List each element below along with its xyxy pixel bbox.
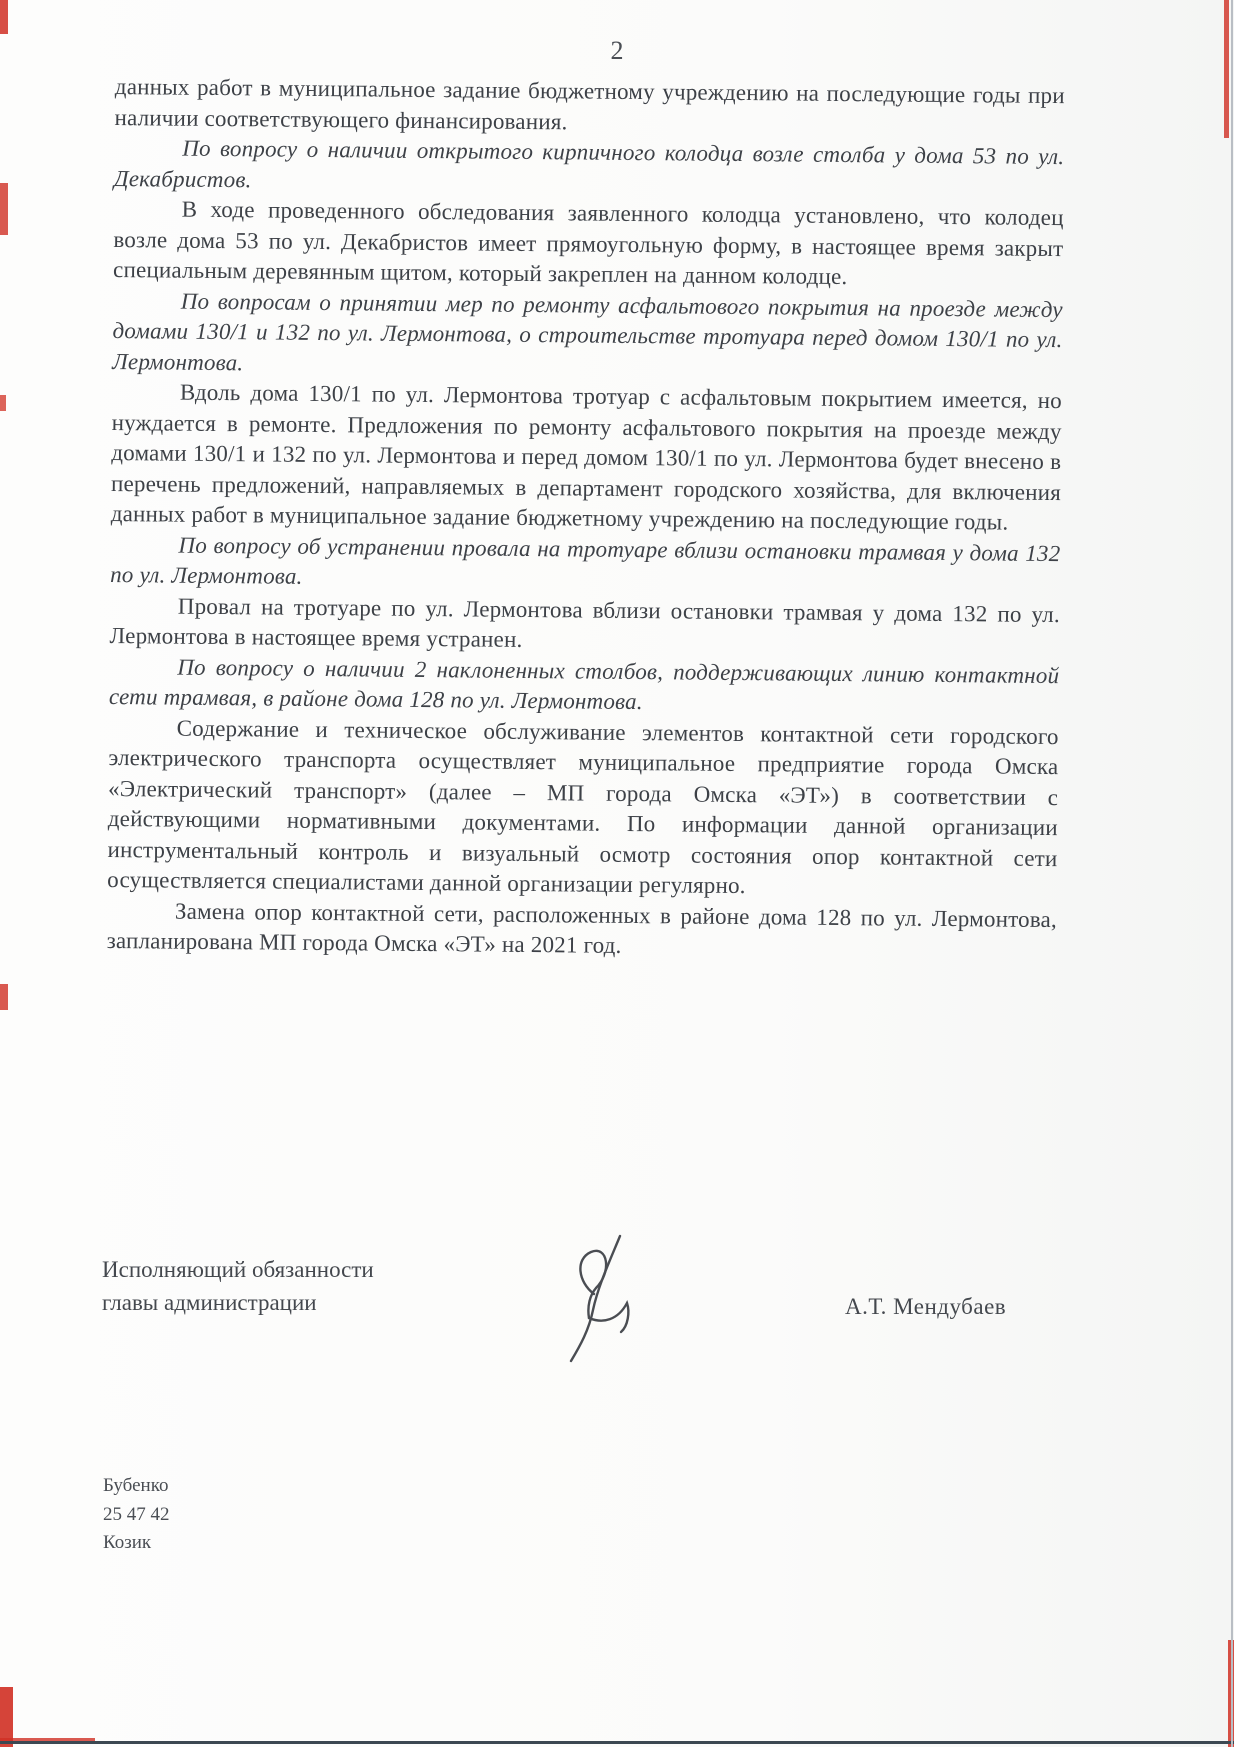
scan-artifact-red-mark: [0, 1687, 13, 1747]
footer-second-name: Козик: [103, 1532, 152, 1553]
signer-position: [102, 1253, 374, 1319]
scan-artifact-red-mark: [0, 984, 8, 1010]
scan-artifact-red-mark: [0, 1738, 95, 1744]
paragraph: данных работ в муниципальное задание бюджетному учреждению на последующие годы при наличии соответствующего финансирования.: [114, 73, 1065, 134]
footer-executor-name: Бубенко: [103, 1475, 169, 1496]
scan-edge-right-line: [1231, 0, 1233, 1747]
paragraph: Провал на тротуаре по ул. Лермонтова вблизи остановки трамвая у дома 132 по ул. Лермонтова в настоящее время устранен.: [109, 593, 1060, 652]
page-number: 2: [610, 36, 624, 65]
scan-artifact-red-mark: [0, 183, 8, 235]
paragraph-question: По вопросу об устранении провала на тротуаре вблизи остановки трамвая у дома 132 по ул. Лермонтова.: [110, 532, 1061, 589]
signer-position-line1: Исполняющий обязанности: [102, 1257, 374, 1282]
scan-artifact-red-mark: [0, 0, 8, 34]
signer-name: А.Т. Мендубаев: [845, 1294, 1007, 1319]
paragraph: Замена опор контактной сети, расположенных в районе дома 128 по ул. Лермонтова, запланирована МП города Омска «ЭТ» на 2021 год.: [106, 898, 1058, 958]
paragraph-question: По вопросам о принятии мер по ремонту асфальтового покрытия на проезде между домами 130/1 и 132 по ул. Лермонтова, о строительстве тротуара перед домом 130/1 по ул. Лермонтова.: [112, 288, 1063, 375]
scan-artifact-red-mark: [1224, 0, 1229, 138]
paragraph-question: По вопросу о наличии 2 наклоненных столбов, поддерживающих линию контактной сети трамвая, в районе дома 128 по ул. Лермонтова.: [108, 654, 1060, 715]
scan-artifact-red-mark: [0, 395, 6, 411]
paragraph: Вдоль дома 130/1 по ул. Лермонтова тротуар с асфальтовым покрытием имеется, но нуждается в ремонте. Предложения по ремонту асфальтового покрытия на проезде между домами 130/1 и 132 по ул. Лермонтова и перед домом 130/1 по ул. Лермонтова будет внесено в перечень предложений, направляемых в департамент городского хозяйства, для включения данных работ в муниципальное задание бюджетному учреждению на последующие годы.: [110, 379, 1063, 535]
paragraph: В ходе проведенного обследования заявленного колодца установлено, что колодец возле дома 53 по ул. Декабристов имеет прямоугольную форму, в настоящее время закрыт специальным деревянным щитом, который закреплен на данном колодце.: [112, 196, 1064, 290]
footer-phone: 25 47 42: [103, 1503, 170, 1525]
document-footer: [103, 1472, 170, 1558]
handwritten-signature-icon: [548, 1232, 658, 1364]
paragraph-question: По вопросу о наличии открытого кирпичного колодца возле столба у дома 53 по ул. Декабристов.: [113, 135, 1065, 192]
scan-edge-bottom-line: [0, 1741, 1234, 1744]
signer-position-line2: главы администрации: [102, 1290, 317, 1315]
paragraph: Содержание и техническое обслуживание элементов контактной сети городского электрического транспорта осуществляет муниципальное предприятие города Омска «Электрический транспорт» (далее – МП города Омска «ЭТ») в соответствии с действующими нормативными документами. По информации данной организации инструментальный контроль и визуальный осмотр состояния опор контактной сети осуществляется специалистами данной организации регулярно.: [107, 715, 1059, 899]
document-body: [107, 72, 1065, 966]
scan-artifact-red-mark: [1228, 1640, 1234, 1747]
